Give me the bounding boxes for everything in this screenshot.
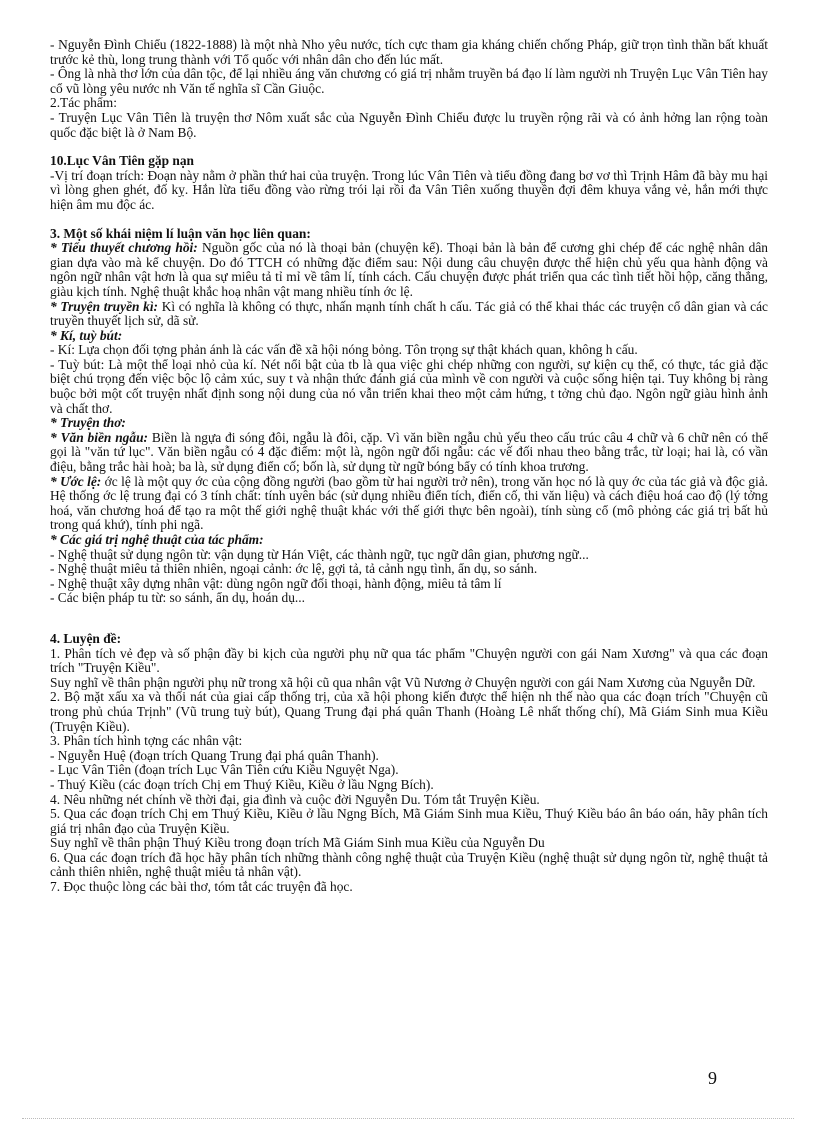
exercise-line: 4. Nêu những nét chính về thời đại, gia đình và cuộc đời Nguyễn Du. Tóm tắt Truyện Kiều.	[50, 791, 540, 807]
definition-van-bien-ngau: Biền là ngựa đi sóng đôi, ngẫu là đôi, cặp. Vì văn biền ngẫu chủ yếu theo cấu trúc câu 4 chữ và 6 chữ nên có thể gọi là "văn tứ lục". Văn biền ngẫu có 4 đặc điểm: một là, ngôn ngữ đối ngẫu: các vế đối nhau theo bằng trắc, từ loại; hai là, có vần điệu, bằng trắc hài hoà; ba là, sử dụng điển cố; bốn là, sử dụng từ ngữ bóng bẩy có tính khoa trương.	[50, 429, 768, 475]
term-gia-tri-nghe-thuat: * Các giá trị nghệ thuật của tác phẩm:	[50, 532, 264, 547]
definition-truyen-truyen-ki: Kì có nghĩa là không có thực, nhấn mạnh tính chất h cấu. Tác giả có thể khai thác các truyện cổ dân gian và các truyền thuyết lịch sử, dã sử.	[50, 298, 768, 329]
paragraph-uoc-le	[50, 475, 768, 533]
page-number: 9	[708, 1068, 717, 1088]
paragraph-truyen-truyen-ki	[50, 300, 768, 329]
list-item-ngon-tu: - Nghệ thuật sử dụng ngôn từ: vận dụng từ Hán Việt, các thành ngữ, tục ngữ dân gian, phương ngữ...	[50, 546, 589, 562]
section-title-luc-van-tien-gap-nan: 10.Lục Vân Tiên gặp nạn	[50, 153, 195, 169]
term-uoc-le: * Ước lệ:	[50, 473, 102, 489]
definition-uoc-le: ớc lệ là một quy ớc của cộng đồng người (bao gồm từ hai người trở nên), trong văn học nó là quy ớc của tác giả và độc giả. Hệ thống ớc lệ trung đại có 3 tính chất: tính uyên bác (sử dụng nhiều điển tích, điển cố, thi văn liệu) và cách điệu hoá cao độ (lý tởng hoá, văn chương hoá để tạo ra một thế giới nghệ thuật khác với thế giới thực bên ngoài), tính sùng cổ (mô phỏng các giá trị bất hủ trong quá khứ), tính phi ngã.	[50, 473, 768, 533]
paragraph-van-bien-ngau	[50, 431, 768, 475]
paragraph-nha-tho-lon: - Ông là nhà thơ lớn của dân tộc, để lại nhiều áng văn chương có giá trị nhằm truyền bá đạo lí làm người nh Truyện Lục Vân Tiên hay cổ vũ lòng yêu nước nh Văn tế nghĩa sĩ Cần Giuộc.	[50, 66, 768, 96]
footer-divider	[22, 1118, 794, 1119]
paragraph-truyen-luc-van-tien: - Truyện Lục Vân Tiên là truyện thơ Nôm xuất sắc của Nguyễn Đình Chiểu được lu truyền rộng rãi và có ảnh hởng lan rộng toàn quốc đặc biệt là ở Nam Bộ.	[50, 109, 768, 140]
paragraph-tieu-thuyet-chuong-hoi	[50, 241, 768, 299]
exercise-line: Suy nghĩ về thân phận người phụ nữ trong xã hội cũ qua nhân vật Vũ Nương ở Chuyện người con gái Nam Xương của Nguyễn Dữ.	[50, 674, 756, 690]
paragraph-vi-tri-doan-trich: -Vị trí đoạn trích: Đoạn này nằm ở phần thứ hai của truyện. Trong lúc Vân Tiên và tiểu đồng đang bơ vơ thì Trịnh Hâm đã bày mu hại vì lòng ghen ghét, đố kỵ. Hắn lừa tiểu đồng vào rừng trói lại rồi đa Vân Tiên xuống thuyền đợi đêm khuya vắng vẻ, hắn mới thực hiện âm mu độc ác.	[50, 167, 768, 212]
section-title-luyen-de: 4. Luyện đề:	[50, 630, 122, 646]
exercise-line: - Thuý Kiều (các đoạn trích Chị em Thuý Kiều, Kiều ở lầu Ngng Bích).	[50, 776, 434, 792]
section-title-khai-niem: 3. Một số khái niệm lí luận văn học liên quan:	[50, 225, 311, 241]
exercise-line: Suy nghĩ về thân phận Thuý Kiều trong đoạn trích Mã Giám Sinh mua Kiều của Nguyễn Du	[50, 835, 545, 851]
term-tieu-thuyet-chuong-hoi: * Tiểu thuyết chương hồi:	[50, 240, 198, 256]
exercise-line: 1. Phân tích vẻ đẹp và số phận đầy bi kịch của người phụ nữ qua tác phẩm "Chuyện người con gái Nam Xương" và qua các đoạn trích "Truyện Kiều".	[50, 645, 768, 676]
paragraph-nguyen-dinh-chieu: - Nguyễn Đình Chiểu (1822-1888) là một nhà Nho yêu nước, tích cực tham gia kháng chiến chống Pháp, giữ trọn tình thần bất khuất trước kẻ thù, long trung thành với Tổ quốc với nhân dân cho đến lúc mất.	[50, 37, 768, 67]
list-item-tu-tu: - Các biện pháp tu từ: so sánh, ẩn dụ, hoán dụ...	[50, 590, 305, 606]
exercise-line: 3. Phân tích hình tợng các nhân vật:	[50, 733, 243, 749]
definition-tieu-thuyet-chuong-hoi: Nguồn gốc của nó là thoại bản (chuyện kể). Thoại bản là bản để cương ghi chép để các nghệ nhân dân gian dựa vào mà kể chuyện. Do đó TTCH có những đặc điểm sau: Nội dung câu chuyện được thể hiện chủ yếu qua hành động và ngôn ngữ nhân vật hơn là qua sự miêu tả tỉ mỉ về tâm lí, tính cách. Cấu chuyện được phát triển qua các tình tiết hồi hộp, căng thẳng, giàu kịch tính. Nghệ thuật khắc hoạ nhân vật mang nhiều tính ớc lệ.	[50, 240, 768, 299]
exercise-line: 2. Bộ mặt xấu xa và thối nát của giai cấp thống trị, của xã hội phong kiến được thể hiện nh thế nào qua các đoạn trích "Chuyện cũ trong phủ chúa Trịnh" (Vũ trung tuỳ bút), Quang Trung đại phá quân Thanh (Hoàng Lê nhất thống chí), Mã Giám Sinh mua Kiều (Truyện Kiều).	[50, 689, 768, 734]
exercise-line: 5. Qua các đoạn trích Chị em Thuý Kiều, Kiều ở lầu Ngng Bích, Mã Giám Sinh mua Kiều, Thuý Kiều báo ân báo oán, hãy phân tích giá trị nhân đạo của Truyện Kiều.	[50, 806, 768, 836]
exercise-line: - Lục Vân Tiên (đoạn trích Lục Vân Tiên cứu Kiều Nguyệt Nga).	[50, 762, 399, 778]
heading-tac-pham: 2.Tác phẩm:	[50, 95, 117, 111]
paragraph-tuy-but: - Tuỳ bút: Là một thể loại nhỏ của kí. Nét nổi bật của tb là qua việc ghi chép những con người, sự kiện cụ thể, có thực, tác giả đặc biệt chú trọng đến việc bộc lộ cảm xúc, suy t và nhận thức đánh giá của mình về con người và cuộc sống hiện tại. Tuy không bị ràng buộc bởi một cốt truyện nhất định song nội dung của nó vẫn triển khai theo một cảm hứng, t tởng chủ đạo. Ngôn ngữ giàu hình ảnh và chất thơ.	[50, 356, 768, 416]
term-truyen-tho: * Truyện thơ:	[50, 415, 126, 431]
exercise-line: 6. Qua các đoạn trích đã học hãy phân tích những thành công nghệ thuật của Truyện Kiều (nghệ thuật sử dụng ngôn từ, nghệ thuật tả cảnh thiên nhiên, nghệ thuật miêu tả nhân vật).	[50, 849, 768, 880]
term-van-bien-ngau: * Văn biền ngẫu:	[50, 429, 148, 445]
term-ki-tuy-but: * Kí, tuỳ bút:	[50, 327, 123, 343]
list-item-thien-nhien: - Nghệ thuật miêu tả thiên nhiên, ngoại cảnh: ớc lệ, gợi tả, tả cảnh ngụ tình, ẩn dụ, so sánh.	[50, 561, 538, 577]
term-truyen-truyen-ki: * Truyện truyền kì:	[50, 298, 159, 314]
paragraph-ki: - Kí: Lựa chọn đối tợng phản ánh là các vấn đề xã hội nóng bỏng. Tôn trọng sự thật khách quan, không h cấu.	[50, 342, 638, 358]
list-item-nhan-vat: - Nghệ thuật xây dựng nhân vật: dùng ngôn ngữ đối thoại, hành động, miêu tả tâm lí	[50, 575, 502, 591]
document-page	[50, 38, 768, 895]
exercise-line: 7. Đọc thuộc lòng các bài thơ, tóm tắt các truyện đã học.	[50, 879, 353, 895]
exercise-line: - Nguyễn Huệ (đoạn trích Quang Trung đại phá quân Thanh).	[50, 747, 379, 763]
